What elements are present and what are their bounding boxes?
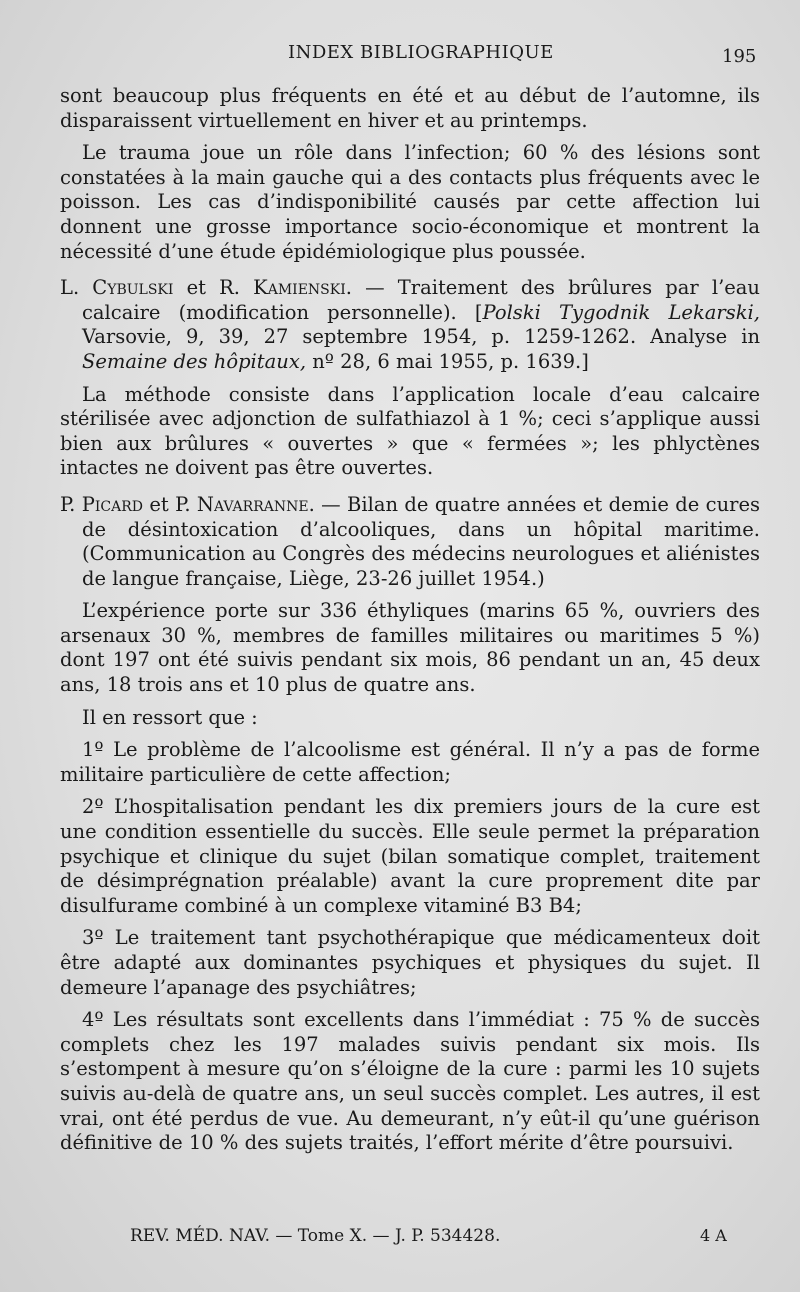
entry-summary: La méthode consiste dans l’application locale d’eau calcaire stérilisée avec adjonction de sulfathiazol à 1 %; ceci s’applique aussi bien aux brûlures « ouvertes » que « fermées »; les phlyctènes intactes ne doivent pas être ouvertes.: [60, 382, 760, 480]
bibliography-entry: [60, 493, 760, 591]
author-name: P. Navarranne.: [175, 492, 315, 516]
header-title: INDEX BIBLIOGRAPHIQUE: [288, 42, 554, 63]
conclusion-item: 4º Les résultats sont excellents dans l’immédiat : 75 % de succès complets chez les 197 malades suivis pendant six mois. Ils s’estompent à mesure qu’on s’éloigne de la cure : parmi les 10 sujets suivis au-delà de quatre ans, un seul succès complet. Les autres, il est vrai, ont été perdus de vue. Au demeurant, n’y eût-il qu’une guérison définitive de 10 % des sujets traités, l’effort mérite d’être poursuivi.: [60, 1008, 760, 1155]
entry-title: — Bilan de quatre années et demie de cures de désintoxication d’alcooliques, dans un hôpital maritime. (Communication au Congrès des médecins neurologues et aliénistes de langue française, Liège, 23-26 juillet 1954.): [82, 492, 760, 590]
paragraph: sont beaucoup plus fréquents en été et au début de l’automne, ils disparaissent virtuellement en hiver et au printemps.: [60, 84, 760, 132]
entry-title: — Traitement des brûlures par l’eau calcaire (modification personnelle). [: [82, 276, 760, 324]
conclusion-item: 2º L’hospitalisation pendant les dix premiers jours de la cure est une condition essentielle du succès. Elle seule permet la préparation psychique et clinique du sujet (bilan somatique complet, traitement de désimprégnation préalable) avant la cure proprement dite par disulfurame combiné à un complexe vitaminé B3 B4;: [60, 795, 760, 917]
journal-name: Polski Tygodnik Lekarski,: [482, 300, 760, 324]
entry-summary: Il en ressort que :: [82, 705, 258, 729]
author-conjunction: et: [143, 492, 176, 516]
conclusion-item: 3º Le traitement tant psychothérapique que médicamenteux doit être adapté aux dominantes psychiques et physiques du sujet. Il demeure l’apanage des psychiâtres;: [60, 926, 760, 999]
entry-summary: L’expérience porte sur 336 éthyliques (marins 65 %, ouvriers des arsenaux 30 %, membres de familles militaires ou maritimes 5 %) dont 197 ont été suivis pendant six mois, 86 pendant un an, 45 deux ans, 18 trois ans et 10 plus de quatre ans.: [60, 599, 760, 697]
author-name: L. Cybulski: [60, 276, 174, 300]
page-body: [60, 84, 760, 1156]
page-number: 195: [722, 46, 757, 67]
signature-mark: 4 A: [700, 1226, 727, 1245]
author-name: R. Kamienski.: [219, 276, 352, 300]
entry-reference: Varsovie, 9, 39, 27 septembre 1954, p. 1259-1262. Analyse in: [82, 325, 760, 349]
author-conjunction: et: [173, 276, 220, 300]
footer-reference: REV. MÉD. NAV. — Tome X. — J. P. 534428.: [130, 1226, 501, 1246]
running-header: [0, 42, 800, 70]
bibliography-entry: [60, 276, 760, 374]
journal-name: Semaine des hôpitaux,: [82, 349, 307, 373]
author-name: P. Picard: [60, 492, 143, 516]
conclusion-item: 1º Le problème de l’alcoolisme est général. Il n’y a pas de forme militaire particulière de cette affection;: [60, 738, 760, 786]
paragraph: Le trauma joue un rôle dans l’infection; 60 % des lésions sont constatées à la main gauche qui a des contacts plus fréquents avec le poisson. Les cas d’indisponibilité causés par cette affection lui donnent une grosse importance socio-économique et montrent la nécessité d’une étude épidémiologique plus poussée.: [60, 141, 760, 263]
entry-reference: nº 28, 6 mai 1955, p. 1639.]: [306, 349, 589, 373]
